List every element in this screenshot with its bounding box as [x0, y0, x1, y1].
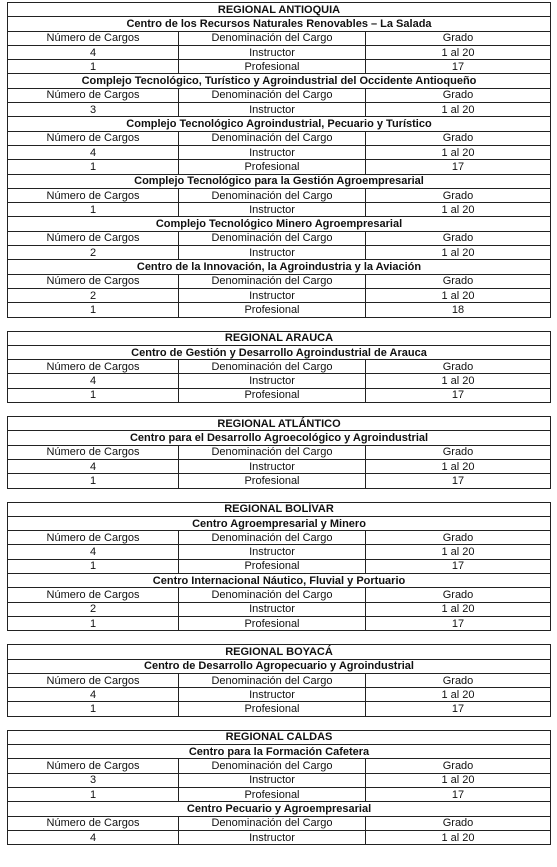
- cell-denominacion: Instructor: [179, 773, 366, 787]
- header-numero-cargos: Número de Cargos: [8, 188, 179, 202]
- regional-table: [7, 2, 551, 318]
- cell-numero-cargos: 1: [8, 702, 179, 716]
- table-row: [8, 545, 551, 559]
- header-grado: Grado: [366, 31, 551, 45]
- cell-denominacion: Instructor: [179, 203, 366, 217]
- cell-grado: 17: [366, 616, 551, 630]
- cell-numero-cargos: 4: [8, 374, 179, 388]
- table-row: [8, 616, 551, 630]
- cell-grado: 1 al 20: [366, 545, 551, 559]
- header-numero-cargos: Número de Cargos: [8, 31, 179, 45]
- header-numero-cargos: Número de Cargos: [8, 588, 179, 602]
- regional-title: REGIONAL BOYACÁ: [8, 645, 551, 659]
- cell-grado: 1 al 20: [366, 374, 551, 388]
- cell-numero-cargos: 4: [8, 830, 179, 844]
- cell-grado: 17: [366, 160, 551, 174]
- table-row: [8, 60, 551, 74]
- table-row: [8, 45, 551, 59]
- header-grado: Grado: [366, 231, 551, 245]
- cell-numero-cargos: 3: [8, 103, 179, 117]
- center-title: Centro de la Innovación, la Agroindustria y la Aviación: [8, 260, 551, 274]
- cell-grado: 17: [366, 474, 551, 488]
- center-title: Complejo Tecnológico para la Gestión Agroempresarial: [8, 174, 551, 188]
- cell-grado: 1 al 20: [366, 459, 551, 473]
- table-row: [8, 787, 551, 801]
- header-denominacion: Denominación del Cargo: [179, 759, 366, 773]
- header-grado: Grado: [366, 759, 551, 773]
- cell-denominacion: Profesional: [179, 787, 366, 801]
- header-denominacion: Denominación del Cargo: [179, 360, 366, 374]
- table-row: [8, 773, 551, 787]
- table-row: [8, 830, 551, 844]
- regional-table: [7, 502, 551, 632]
- cell-grado: 17: [366, 60, 551, 74]
- cell-denominacion: Instructor: [179, 288, 366, 302]
- header-denominacion: Denominación del Cargo: [179, 673, 366, 687]
- header-numero-cargos: Número de Cargos: [8, 816, 179, 830]
- cell-numero-cargos: 1: [8, 303, 179, 317]
- header-grado: Grado: [366, 531, 551, 545]
- table-row: [8, 559, 551, 573]
- regional-title: REGIONAL BOLÍVAR: [8, 502, 551, 516]
- cell-grado: 1 al 20: [366, 45, 551, 59]
- header-numero-cargos: Número de Cargos: [8, 531, 179, 545]
- header-grado: Grado: [366, 188, 551, 202]
- cell-numero-cargos: 1: [8, 559, 179, 573]
- table-row: [8, 103, 551, 117]
- header-numero-cargos: Número de Cargos: [8, 360, 179, 374]
- cell-denominacion: Profesional: [179, 559, 366, 573]
- cell-denominacion: Profesional: [179, 474, 366, 488]
- cell-grado: 1 al 20: [366, 103, 551, 117]
- center-title: Centro Pecuario y Agroempresarial: [8, 802, 551, 816]
- cell-grado: 1 al 20: [366, 688, 551, 702]
- header-denominacion: Denominación del Cargo: [179, 188, 366, 202]
- cell-grado: 17: [366, 388, 551, 402]
- cell-denominacion: Profesional: [179, 702, 366, 716]
- header-numero-cargos: Número de Cargos: [8, 673, 179, 687]
- table-row: [8, 246, 551, 260]
- header-grado: Grado: [366, 673, 551, 687]
- regional-title: REGIONAL ATLÁNTICO: [8, 417, 551, 431]
- header-denominacion: Denominación del Cargo: [179, 88, 366, 102]
- cell-numero-cargos: 1: [8, 616, 179, 630]
- header-denominacion: Denominación del Cargo: [179, 445, 366, 459]
- regional-title: REGIONAL CALDAS: [8, 730, 551, 744]
- cell-denominacion: Instructor: [179, 246, 366, 260]
- header-numero-cargos: Número de Cargos: [8, 274, 179, 288]
- header-numero-cargos: Número de Cargos: [8, 131, 179, 145]
- center-title: Centro de Gestión y Desarrollo Agroindustrial de Arauca: [8, 345, 551, 359]
- cell-numero-cargos: 2: [8, 288, 179, 302]
- center-title: Complejo Tecnológico Agroindustrial, Pecuario y Turístico: [8, 117, 551, 131]
- cell-numero-cargos: 1: [8, 474, 179, 488]
- header-grado: Grado: [366, 816, 551, 830]
- center-title: Centro para la Formación Cafetera: [8, 745, 551, 759]
- cell-denominacion: Instructor: [179, 103, 366, 117]
- regional-table: [7, 644, 551, 716]
- center-title: Centro de los Recursos Naturales Renovables – La Salada: [8, 17, 551, 31]
- header-numero-cargos: Número de Cargos: [8, 759, 179, 773]
- cell-numero-cargos: 2: [8, 602, 179, 616]
- cell-denominacion: Instructor: [179, 45, 366, 59]
- regional-title: REGIONAL ARAUCA: [8, 331, 551, 345]
- table-row: [8, 160, 551, 174]
- cell-denominacion: Instructor: [179, 602, 366, 616]
- header-grado: Grado: [366, 588, 551, 602]
- header-denominacion: Denominación del Cargo: [179, 131, 366, 145]
- cell-denominacion: Instructor: [179, 145, 366, 159]
- table-row: [8, 602, 551, 616]
- cell-denominacion: Instructor: [179, 374, 366, 388]
- cell-grado: 1 al 20: [366, 145, 551, 159]
- cell-grado: 1 al 20: [366, 773, 551, 787]
- cell-numero-cargos: 1: [8, 388, 179, 402]
- header-denominacion: Denominación del Cargo: [179, 31, 366, 45]
- cell-grado: 17: [366, 702, 551, 716]
- cell-grado: 17: [366, 787, 551, 801]
- cell-numero-cargos: 2: [8, 246, 179, 260]
- cell-denominacion: Instructor: [179, 688, 366, 702]
- table-row: [8, 688, 551, 702]
- table-row: [8, 474, 551, 488]
- cell-denominacion: Profesional: [179, 60, 366, 74]
- header-denominacion: Denominación del Cargo: [179, 274, 366, 288]
- header-grado: Grado: [366, 131, 551, 145]
- center-title: Centro de Desarrollo Agropecuario y Agroindustrial: [8, 659, 551, 673]
- cell-denominacion: Profesional: [179, 616, 366, 630]
- cell-denominacion: Profesional: [179, 303, 366, 317]
- center-title: Centro para el Desarrollo Agroecológico y Agroindustrial: [8, 431, 551, 445]
- header-numero-cargos: Número de Cargos: [8, 445, 179, 459]
- center-title: Complejo Tecnológico Minero Agroempresarial: [8, 217, 551, 231]
- table-row: [8, 388, 551, 402]
- header-denominacion: Denominación del Cargo: [179, 588, 366, 602]
- cell-numero-cargos: 1: [8, 203, 179, 217]
- cell-numero-cargos: 1: [8, 60, 179, 74]
- table-row: [8, 145, 551, 159]
- cell-grado: 18: [366, 303, 551, 317]
- header-grado: Grado: [366, 274, 551, 288]
- table-row: [8, 203, 551, 217]
- header-denominacion: Denominación del Cargo: [179, 231, 366, 245]
- cell-grado: 1 al 20: [366, 203, 551, 217]
- cell-grado: 1 al 20: [366, 602, 551, 616]
- regional-table: [7, 331, 551, 403]
- center-title: Centro Internacional Náutico, Fluvial y Portuario: [8, 574, 551, 588]
- header-denominacion: Denominación del Cargo: [179, 531, 366, 545]
- header-numero-cargos: Número de Cargos: [8, 231, 179, 245]
- cell-denominacion: Instructor: [179, 459, 366, 473]
- cell-numero-cargos: 4: [8, 145, 179, 159]
- regional-table: [7, 416, 551, 488]
- cell-numero-cargos: 4: [8, 459, 179, 473]
- header-numero-cargos: Número de Cargos: [8, 88, 179, 102]
- cell-grado: 17: [366, 559, 551, 573]
- regional-title: REGIONAL ANTIOQUIA: [8, 3, 551, 17]
- cell-grado: 1 al 20: [366, 246, 551, 260]
- cell-numero-cargos: 4: [8, 545, 179, 559]
- cell-denominacion: Instructor: [179, 545, 366, 559]
- regional-table: [7, 730, 551, 845]
- cell-grado: 1 al 20: [366, 288, 551, 302]
- cell-denominacion: Profesional: [179, 160, 366, 174]
- table-row: [8, 288, 551, 302]
- table-row: [8, 459, 551, 473]
- cell-denominacion: Instructor: [179, 830, 366, 844]
- table-row: [8, 702, 551, 716]
- table-row: [8, 374, 551, 388]
- cell-numero-cargos: 4: [8, 688, 179, 702]
- table-row: [8, 303, 551, 317]
- cell-numero-cargos: 1: [8, 160, 179, 174]
- header-grado: Grado: [366, 445, 551, 459]
- header-denominacion: Denominación del Cargo: [179, 816, 366, 830]
- cell-denominacion: Profesional: [179, 388, 366, 402]
- header-grado: Grado: [366, 88, 551, 102]
- header-grado: Grado: [366, 360, 551, 374]
- cell-grado: 1 al 20: [366, 830, 551, 844]
- cell-numero-cargos: 4: [8, 45, 179, 59]
- cell-numero-cargos: 1: [8, 787, 179, 801]
- center-title: Centro Agroempresarial y Minero: [8, 516, 551, 530]
- center-title: Complejo Tecnológico, Turístico y Agroindustrial del Occidente Antioqueño: [8, 74, 551, 88]
- cell-numero-cargos: 3: [8, 773, 179, 787]
